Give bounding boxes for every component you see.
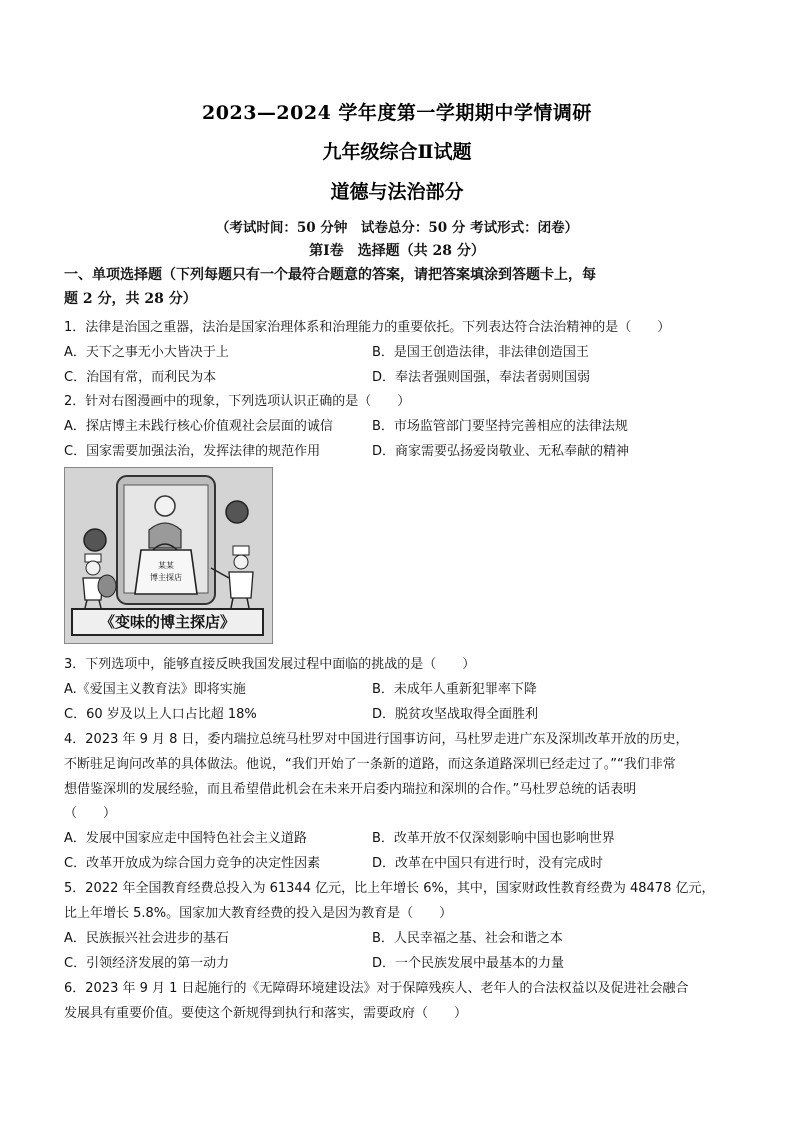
question-1-option-d: D．奉法者强则国强，奉法者弱则国弱 <box>372 370 591 385</box>
question-1-option-c: C．治国有常，而利民为本 <box>64 370 217 385</box>
question-4-stem-line: （ ） <box>64 806 117 821</box>
question-3-option-b: B．未成年人重新犯罪率下降 <box>372 682 537 697</box>
question-1-option-a: A．天下之事无小大皆决于上 <box>64 345 229 360</box>
question-4-stem-line: 4．2023 年 9 月 8 日，委内瑞拉总统马杜罗对中国进行国事访问，马杜罗走进广东及深圳改革开放的历史， <box>64 732 689 747</box>
section-heading-line: 题 2 分，共 28 分） <box>64 291 197 307</box>
question-3-option-d: D．脱贫攻坚战取得全面胜利 <box>372 707 539 722</box>
question-2-option-d: D．商家需要弘扬爱岗敬业、无私奉献的精神 <box>372 444 630 459</box>
question-6-stem-line: 发展具有重要价值。要使这个新规得到执行和落实，需要政府（ ） <box>64 1006 468 1021</box>
question-5-option-d: D．一个民族发展中最基本的力量 <box>372 956 565 971</box>
question-5-option-b: B．人民幸福之基、社会和谐之本 <box>372 931 563 946</box>
question-1-option-b: B．是国王创造法律，非法律创造国王 <box>372 345 589 360</box>
question-4-option-a: A．发展中国家应走中国特色社会主义道路 <box>64 831 307 846</box>
question-5-stem-line: 5．2022 年全国教育经费总投入为 61344 亿元，比上年增长 6%，其中，国家财政性教育经费为 48478 亿元， <box>64 881 715 896</box>
exam-info: （考试时间：50 分钟 试卷总分：50 分 考试形式：闭卷） <box>215 220 579 236</box>
question-3-stem: 3．下列选项中，能够直接反映我国发展过程中面临的挑战的是（ ） <box>64 657 476 672</box>
question-5-option-c: C．引领经济发展的第一动力 <box>64 956 230 971</box>
cartoon-sign-text: 某某 <box>158 561 174 570</box>
cartoon-caption: 《变味的博主探店》 <box>71 608 264 636</box>
question-4-stem-line: 不断驻足询问改革的具体做法。他说，“我们开始了一条新的道路，而这条道路深圳已经走过了。”“我们非常 <box>64 757 676 772</box>
question-2-stem: 2．针对右图漫画中的现象，下列选项认识正确的是（ ） <box>64 394 411 409</box>
exam-title: 2023—2024 学年度第一学期期中学情调研 <box>202 102 592 124</box>
question-5-option-a: A．民族振兴社会进步的基石 <box>64 931 229 946</box>
question-4-option-b: B．改革开放不仅深刻影响中国也影响世界 <box>372 831 615 846</box>
question-2-option-b: B．市场监管部门要坚持完善相应的法律法规 <box>372 419 628 434</box>
question-4-option-c: C．改革开放成为综合国力竞争的决定性因素 <box>64 856 321 871</box>
cartoon-sign-text: 博主探店 <box>150 573 182 582</box>
question-1-stem: 1．法律是治国之重器，法治是国家治理体系和治理能力的重要依托。下列表达符合法治精神的是（ ） <box>64 320 671 335</box>
question-2-option-a: A．探店博主未践行核心价值观社会层面的诚信 <box>64 419 333 434</box>
question-3-option-a: A.《爱国主义教育法》即将实施 <box>64 682 246 697</box>
question-6-stem-line: 6．2023 年 9 月 1 日起施行的《无障碍环境建设法》对于保障残疾人、老年人的合法权益以及促进社会融合 <box>64 981 689 996</box>
question-4-option-d: D．改革在中国只有进行时，没有完成时 <box>372 856 604 871</box>
question-5-stem-line: 比上年增长 5.8%。国家加大教育经费的投入是因为教育是（ ） <box>64 906 453 921</box>
cartoon-image <box>64 467 273 644</box>
section-heading <box>64 263 744 311</box>
question-2-option-c: C．国家需要加强法治，发挥法律的规范作用 <box>64 444 321 459</box>
question-3-option-c: C．60 岁及以上人口占比超 18% <box>64 707 257 722</box>
exam-subtitle: 九年级综合Ⅱ试题 <box>322 141 472 163</box>
exam-subject: 道德与法治部分 <box>330 181 464 203</box>
part-title: 第Ⅰ卷 选择题（共 28 分） <box>309 243 485 259</box>
section-heading-line: 一、单项选择题（下列每题只有一个最符合题意的答案，请把答案填涂到答题卡上，每 <box>64 267 596 283</box>
question-4-stem-line: 想借鉴深圳的发展经验，而且希望借此机会在未来开启委内瑞拉和深圳的合作。”马杜罗总统的话表明 <box>64 782 637 797</box>
